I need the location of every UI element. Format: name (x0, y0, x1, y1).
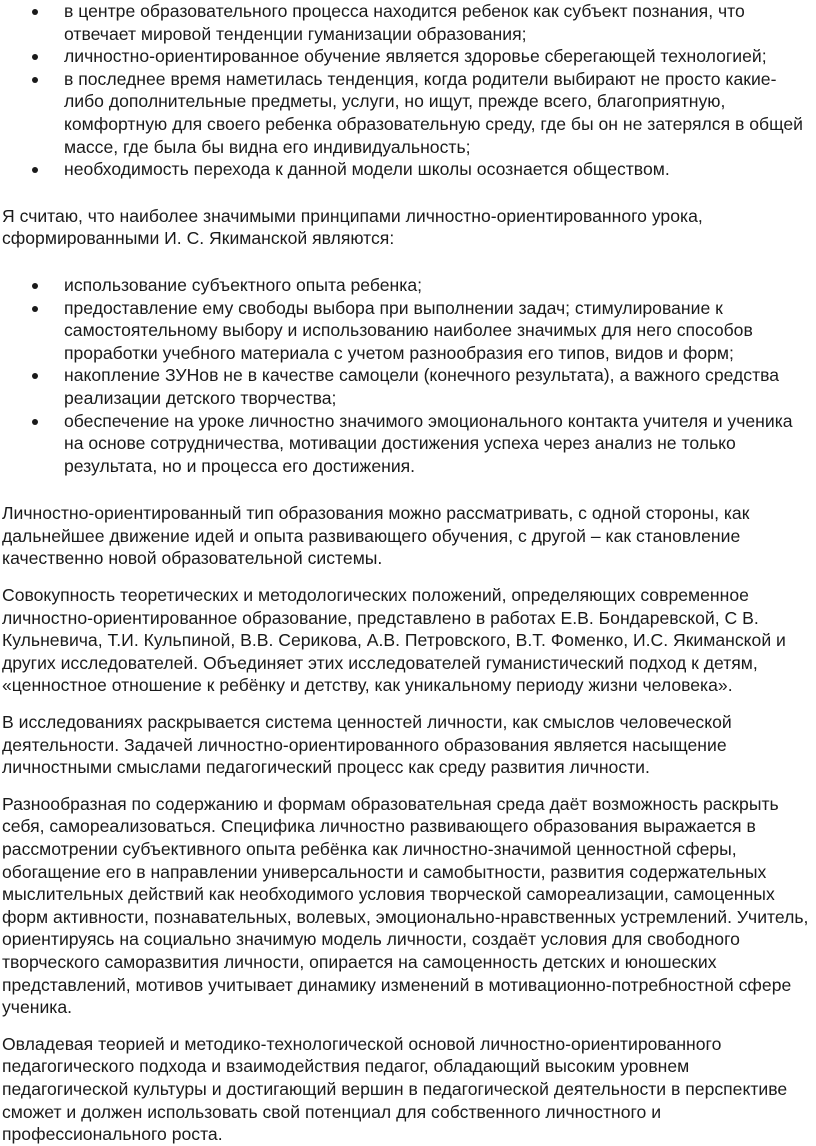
list-item: использование субъектного опыта ребенка; (2, 274, 814, 297)
bullet-list-principles (2, 274, 814, 477)
principles-intro-paragraph: Я считаю, что наиболее значимыми принципами личностно-ориентированного урока, сформированными И. С. Якиманской являются: (2, 205, 703, 249)
paragraph: Разнообразная по содержанию и формам образовательная среда даёт возможность раскрыть себя, самореализоваться. Специфика личностно развивающего образования выражается в рассмотрении субъективного опыта ребёнка как личностно-значимой ценностной сферы, обогащение его в направлении универсальности и самобытности, развития содержательных мыслительных действий как необходимого условия творческой самореализации, самоценных форм активности, познавательных, волевых, эмоционально-нравственных устремлений. Учитель, ориентируясь на социально значимую модель личности, создаёт условия для свободного творческого саморазвития личности, опирается на самоценность детских и юношеских представлений, мотивов учитывает динамику изменений в мотивационно-потребностной сфере ученика. (2, 793, 809, 1018)
list-item: накопление ЗУНов не в качестве самоцели (конечного результата), а важного средства реализации детского творчества; (2, 364, 814, 409)
paragraph: Личностно-ориентированный тип образования можно рассматривать, с одной стороны, как дальнейшее движение идей и опыта развивающего обучения, с другой – как становление качественно новой образовательной системы. (2, 503, 750, 569)
bullet-list-trends (2, 0, 814, 181)
paragraph: Совокупность теоретических и методологических положений, определяющих современное личностно-ориентированное образование, представлено в работах Е.В. Бондаревской, С В. Кульневича, Т.И. Кульпиной, В.В. Серикова, А.В. Петровского, В.Т. Фоменко, И.С. Якиманской и других исследователей. Объединяет этих исследователей гуманистический подход к детям, «ценностное отношение к ребёнку и детству, как уникальному периоду жизни человека». (2, 585, 786, 696)
list-item: в последнее время наметилась тенденция, когда родители выбирают не просто какие-либо дополнительные предметы, услуги, но ищут, прежде всего, благоприятную, комфортную для своего ребенка образовательную среду, где бы он не затерялся в общей массе, где была бы видна его индивидуальность; (2, 68, 814, 158)
list-item: предоставление ему свободы выбора при выполнении задач; стимулирование к самостоятельному выбору и использованию наиболее значимых для него способов проработки учебного материала с учетом разнообразия его типов, видов и форм; (2, 297, 814, 365)
list-item: в центре образовательного процесса находится ребенок как субъект познания, что отвечает мировой тенденции гуманизации образования; (2, 0, 814, 45)
list-item: необходимость перехода к данной модели школы осознается обществом. (2, 158, 814, 181)
paragraph: В исследованиях раскрывается система ценностей личности, как смыслов человеческой деятельности. Задачей личностно-ориентированного образования является насыщение личностными смыслами педагогический процесс как среду развития личности. (2, 712, 732, 778)
list-item: обеспечение на уроке личностно значимого эмоционального контакта учителя и ученика на основе сотрудничества, мотивации достижения успеха через анализ не только результата, но и процесса его достижения. (2, 410, 814, 478)
paragraph: Овладевая теорией и методико-технологической основой личностно-ориентированного педагогического подхода и взаимодействия педагог, обладающий высоким уровнем педагогической культуры и достигающий вершин в педагогической деятельности в перспективе сможет и должен использовать свой потенциал для собственного личностного и профессионального роста. (2, 1033, 788, 1145)
list-item: личностно-ориентированное обучение является здоровье сберегающей технологией; (2, 45, 814, 68)
